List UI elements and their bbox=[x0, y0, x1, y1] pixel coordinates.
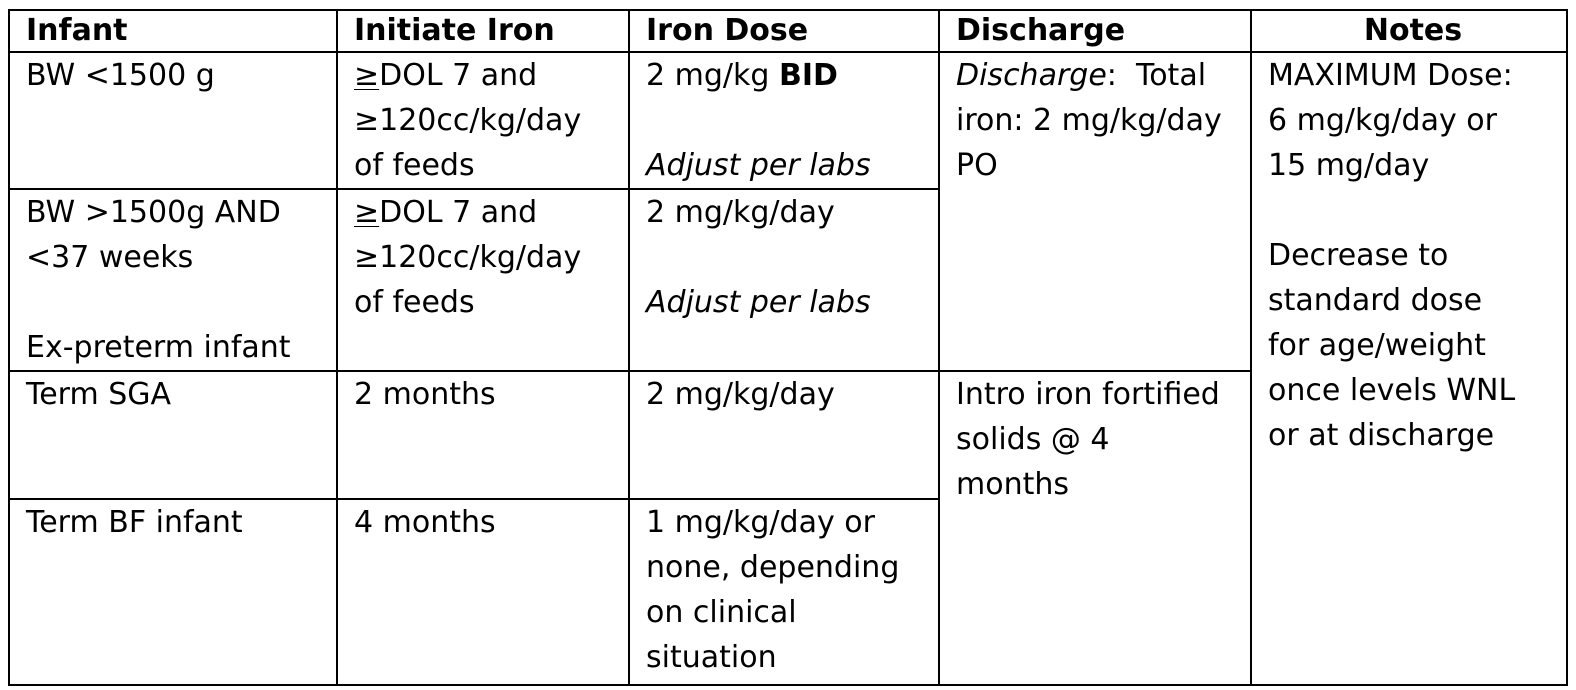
cell-text: 4 months bbox=[354, 505, 496, 540]
cell-text: 2 mg/kg/day bbox=[646, 195, 835, 230]
note-line: 6 mg/kg/day or bbox=[1268, 103, 1497, 138]
cell-text: DOL 7 and bbox=[379, 195, 538, 230]
cell-text: : Total bbox=[1106, 58, 1207, 93]
cell-infant bbox=[9, 52, 337, 189]
cell-iron-dose bbox=[629, 189, 939, 371]
cell-initiate-iron bbox=[337, 499, 629, 685]
note-spacer bbox=[1268, 188, 1558, 233]
cell-text: ≥120cc/kg/day bbox=[354, 103, 582, 138]
cell-text: of feeds bbox=[354, 285, 475, 320]
ge-symbol: ≥ bbox=[354, 58, 380, 93]
cell-text bbox=[354, 190, 620, 235]
cell-discharge-term bbox=[939, 371, 1251, 685]
cell-text: <37 weeks bbox=[26, 240, 194, 275]
dose-note: Adjust per labs bbox=[646, 148, 871, 183]
cell-text bbox=[646, 98, 930, 143]
dose-note: Adjust per labs bbox=[646, 285, 871, 320]
cell-text: ≥120cc/kg/day bbox=[354, 240, 582, 275]
note-line: once levels WNL bbox=[1268, 373, 1516, 408]
cell-text: Term SGA bbox=[26, 377, 172, 412]
dose-frequency: BID bbox=[778, 58, 838, 93]
cell-text bbox=[646, 53, 930, 98]
cell-text: 2 months bbox=[354, 377, 496, 412]
cell-discharge-preterm bbox=[939, 52, 1251, 371]
cell-initiate-iron bbox=[337, 52, 629, 189]
note-line: MAXIMUM Dose: bbox=[1268, 58, 1513, 93]
cell-text: DOL 7 and bbox=[379, 58, 538, 93]
header-infant: Infant bbox=[9, 10, 337, 52]
cell-text: iron: 2 mg/kg/day bbox=[956, 103, 1222, 138]
note-line: Decrease to bbox=[1268, 238, 1449, 273]
note-line: standard dose bbox=[1268, 283, 1483, 318]
cell-iron-dose bbox=[629, 371, 939, 499]
cell-text: BW <1500 g bbox=[26, 58, 215, 93]
cell-text: Intro iron fortified bbox=[956, 377, 1220, 412]
header-initiate-iron: Initiate Iron bbox=[337, 10, 629, 52]
cell-text: 2 mg/kg/day bbox=[646, 377, 835, 412]
cell-text: of feeds bbox=[354, 148, 475, 183]
discharge-label: Discharge bbox=[956, 58, 1107, 93]
cell-notes bbox=[1251, 52, 1567, 685]
iron-dosing-table bbox=[8, 9, 1568, 686]
cell-text: situation bbox=[646, 640, 777, 675]
cell-text: on clinical bbox=[646, 595, 797, 630]
note-line: for age/weight bbox=[1268, 328, 1486, 363]
cell-text: BW >1500g AND bbox=[26, 195, 281, 230]
cell-infant bbox=[9, 371, 337, 499]
header-iron-dose: Iron Dose bbox=[629, 10, 939, 52]
cell-text bbox=[956, 53, 1242, 98]
note-line: or at discharge bbox=[1268, 418, 1495, 453]
cell-infant bbox=[9, 189, 337, 371]
cell-text bbox=[26, 280, 328, 325]
table-row bbox=[9, 52, 1567, 189]
cell-text: solids @ 4 bbox=[956, 422, 1110, 457]
cell-text: none, depending bbox=[646, 550, 900, 585]
ge-symbol: ≥ bbox=[354, 195, 380, 230]
header-notes: Notes bbox=[1251, 10, 1567, 52]
cell-text: Ex-preterm infant bbox=[26, 330, 291, 365]
cell-text: 1 mg/kg/day or bbox=[646, 505, 875, 540]
cell-text bbox=[354, 53, 620, 98]
dose-text: 2 mg/kg bbox=[646, 58, 779, 93]
cell-initiate-iron bbox=[337, 371, 629, 499]
cell-iron-dose bbox=[629, 499, 939, 685]
cell-text: Term BF infant bbox=[26, 505, 243, 540]
cell-text: months bbox=[956, 467, 1069, 502]
cell-text bbox=[646, 235, 930, 280]
cell-initiate-iron bbox=[337, 189, 629, 371]
cell-text: PO bbox=[956, 148, 998, 183]
note-line: 15 mg/day bbox=[1268, 148, 1430, 183]
cell-infant bbox=[9, 499, 337, 685]
header-discharge: Discharge bbox=[939, 10, 1251, 52]
cell-iron-dose bbox=[629, 52, 939, 189]
header-row bbox=[9, 10, 1567, 52]
